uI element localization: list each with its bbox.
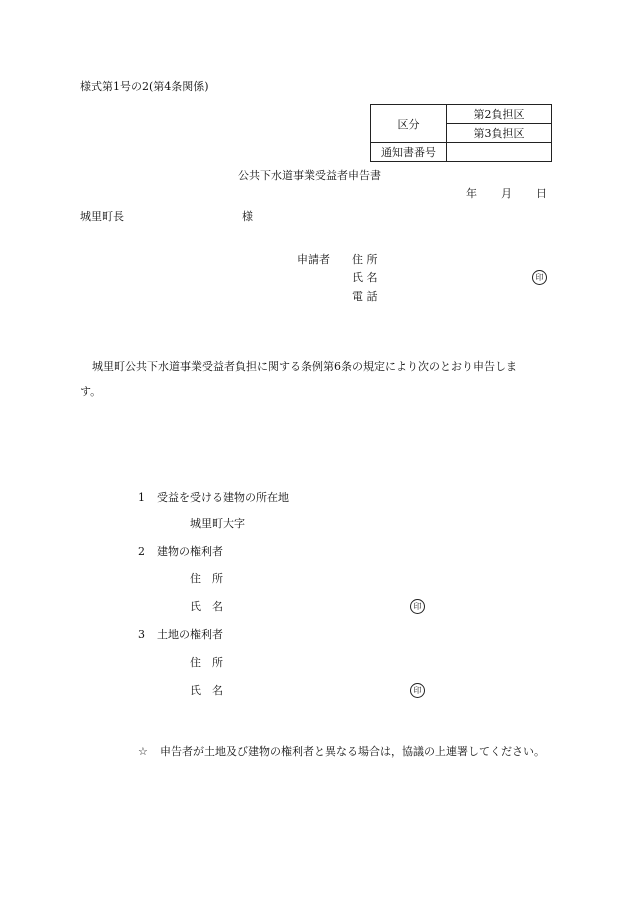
item-3-seal-icon: 印 xyxy=(410,683,425,698)
item-2-number: 2 xyxy=(138,545,145,558)
addressee-name: 城里町長 xyxy=(80,210,124,223)
body-text-line2: す。 xyxy=(80,385,102,398)
applicant-label: 申請者 xyxy=(297,253,330,266)
notice-number-value[interactable] xyxy=(447,143,552,162)
note-text: 申告者が土地及び建物の権利者と異なる場合は，協議の上連署してください。 xyxy=(160,745,545,758)
addressee-honorific: 様 xyxy=(242,210,253,223)
item-3-address-label: 住 所 xyxy=(190,656,223,669)
form-id: 様式第1号の2(第4条関係) xyxy=(80,80,209,93)
applicant-phone-label: 電 話 xyxy=(352,290,378,303)
item-3-name-label: 氏 名 xyxy=(190,684,223,697)
zone3-cell: 第3負担区 xyxy=(447,124,552,143)
zone2-cell: 第2負担区 xyxy=(447,105,552,124)
item-1-label: 受益を受ける建物の所在地 xyxy=(157,491,289,504)
item-2-seal-icon: 印 xyxy=(410,599,425,614)
date-year: 年 xyxy=(466,187,477,200)
item-2-address-label: 住 所 xyxy=(190,572,223,585)
note-star-icon: ☆ xyxy=(138,745,148,758)
date-day: 日 xyxy=(536,187,547,200)
applicant-seal-icon: 印 xyxy=(532,270,547,285)
category-table xyxy=(370,104,552,162)
applicant-name-label: 氏 名 xyxy=(352,271,378,284)
item-3-label: 土地の権利者 xyxy=(157,628,223,641)
item-3-number: 3 xyxy=(138,628,145,641)
document-title: 公共下水道事業受益者申告書 xyxy=(238,169,381,182)
category-label: 区分 xyxy=(371,105,447,143)
item-2-name-label: 氏 名 xyxy=(190,600,223,613)
applicant-address-label: 住 所 xyxy=(352,253,378,266)
item-1-location: 城里町大字 xyxy=(190,517,245,530)
notice-number-label: 通知書番号 xyxy=(371,143,447,162)
item-2-label: 建物の権利者 xyxy=(157,545,223,558)
date-month: 月 xyxy=(501,187,512,200)
item-1-number: 1 xyxy=(138,491,145,504)
body-text-line1: 城里町公共下水道事業受益者負担に関する条例第6条の規定により次のとおり申告しま xyxy=(92,360,517,373)
